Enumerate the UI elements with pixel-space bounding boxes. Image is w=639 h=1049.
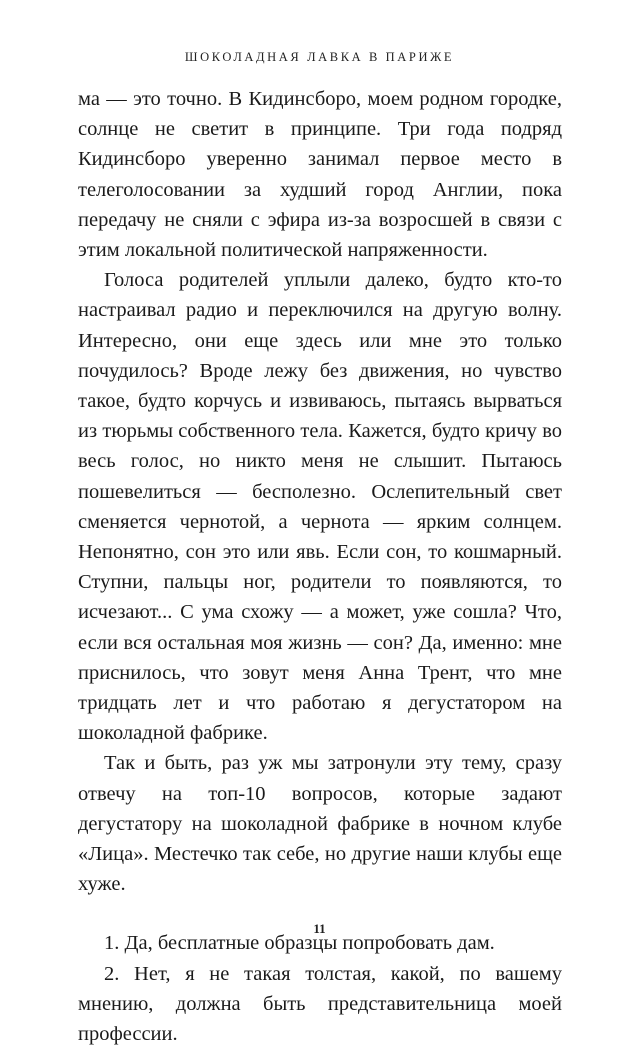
list-item: 1. Да, бесплатные образцы попробовать дам. [104,932,495,955]
page-number: 11 [313,921,326,936]
paragraph-continuation: ма — это точно. В Кидинсборо, моем родном городке, солнце не светит в принципе. Три года подряд Кидинсборо уверенно занимал первое место в телеголосовании за худший город Англии, пока передачу не сняли с эфира из-за возросшей в связи с этим локальной политической напряженности. [78,88,562,262]
list-item: 2. Нет, я не такая толстая, какой, по вашему мнению, должна быть представительница моей профессии. [78,962,562,1046]
paragraph: Голоса родителей уплыли далеко, будто кто-то настраивал радио и переключился на другую волну. Интересно, они еще здесь или мне это только почудилось? Вроде лежу без движения, но чувство такое, будто корчусь и извиваюсь, пытаясь вырваться из тюрьмы собственного тела. Кажется, будто кричу во весь голос, но никто меня не слышит. Пытаюсь пошевелиться — бесполезно. Ослепительный свет сменяется чернотой, а чернота — ярким солнцем. Непонятно, сон это или явь. Если сон, то кошмарный. Ступни, пальцы ног, родители то появляются, то исчезают... С ума схожу — а может, уже сошла? Что, если вся остальная моя жизнь — сон? Да, именно: мне приснилось, что зовут меня Анна Трент, что мне тридцать лет и что работаю я дегустатором на шоколадной фабрике. [78,269,562,745]
running-head: ШОКОЛАДНАЯ ЛАВКА В ПАРИЖЕ [184,50,455,64]
paragraph: Так и быть, раз уж мы затронули эту тему, сразу отвечу на топ-10 вопросов, которые задают дегустатору на шоколадной фабрике в ночном клубе «Лица». Местечко так себе, но другие наши клубы еще хуже. [78,752,562,896]
body-text [78,84,562,1049]
